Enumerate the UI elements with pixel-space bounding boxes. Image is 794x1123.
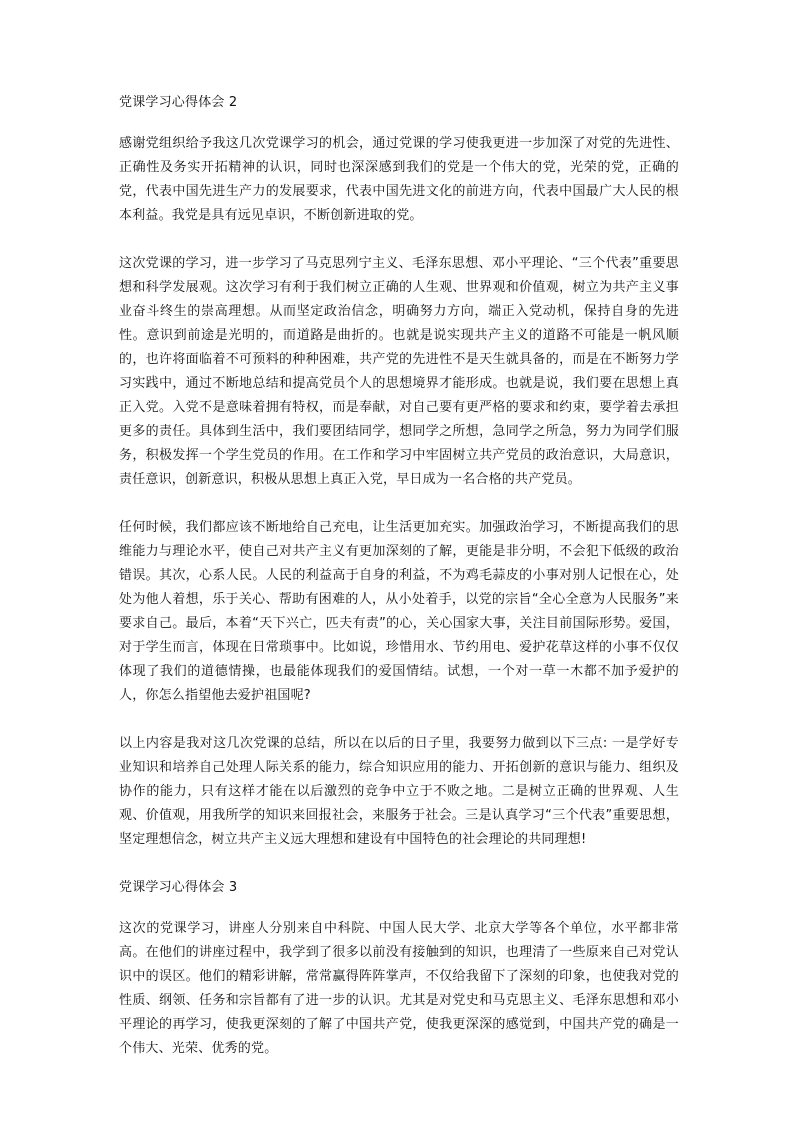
- paragraph: 这次的党课学习，讲座人分别来自中科院、中国人民大学、北京大学等各个单位，水平都非常高。在他们的讲座过程中，我学到了很多以前没有接触到的知识，也理清了一些原来自己对党认识中的误区。他们的精彩讲解，常常赢得阵阵掌声，不仅给我留下了深刻的印象，也使我对党的性质、纲领、任务和宗旨都有了进一步的认识。尤其是对党史和马克思主义、毛泽东思想和邓小平理论的再学习，使我更深刻的了解了中国共产党，使我更深深的感觉到，中国共产党的确是一个伟大、光荣、优秀的党。: [119, 921, 679, 1056]
- paragraph: 这次党课的学习，进一步学习了马克思列宁主义、毛泽东思想、邓小平理论、“三个代表”重要思想和科学发展观。这次学习有利于我们树立正确的人生观、世界观和价值观，树立为共产主义事业奋斗终生的崇高理想。从而坚定政治信念，明确努力方向，端正入党动机，保持自身的先进性。意识到前途是光明的，而道路是曲折的。也就是说实现共产主义的道路不可能是一帆风顺的，也许将面临着不可预料的种种困难，共产党的先进性不是天生就具备的，而是在不断努力学习实践中，通过不断地总结和提高党员个人的思想境界才能形成。也就是说，我们要在思想上真正入党。入党不是意味着拥有特权，而是奉献，对自己要有更严格的要求和约束，要学着去承担更多的责任。具体到生活中，我们要团结同学，想同学之所想，急同学之所急，努力为同学们服务，积极发挥一个学生党员的作用。在工作和学习中牢固树立共产党员的政治意识，大局意识，责任意识，创新意识，积极从思想上真正入党，早日成为一名合格的共产党员。: [119, 256, 679, 487]
- document-page: [119, 91, 679, 1061]
- section-title-2: 党课学习心得体会 2: [119, 95, 238, 110]
- paragraph: 以上内容是我对这几次党课的总结，所以在以后的日子里，我要努力做到以下三点: 一是学好专业知识和培养自己处理人际关系的能力，综合知识应用的能力、开拓创新的意识与能力、组织及协作的能力，只有这样才能在以后激烈的竞争中立于不败之地。二是树立正确的世界观、人生观、价值观，用我所学的知识来回报社会，来服务于社会。三是认真学习“三个代表”重要思想，坚定理想信念，树立共产主义远大理想和建设有中国特色的社会理论的共同理想!: [119, 736, 679, 847]
- section-title-3: 党课学习心得体会 3: [119, 880, 238, 895]
- paragraph: 感谢党组织给予我这几次党课学习的机会，通过党课的学习使我更进一步加深了对党的先进性、正确性及务实开拓精神的认识，同时也深深感到我们的党是一个伟大的党，光荣的党，正确的党，代表中国先进生产力的发展要求，代表中国先进文化的前进方向，代表中国最广大人民的根本利益。我党是具有远见卓识，不断创新进取的党。: [119, 136, 679, 223]
- paragraph: 任何时候，我们都应该不断地给自己充电，让生活更加充实。加强政治学习，不断提高我们的思维能力与理论水平，使自己对共产主义有更加深刻的了解，更能是非分明，不会犯下低级的政治错误。其次，心系人民。人民的利益高于自身的利益，不为鸡毛蒜皮的小事对别人记恨在心，处处为他人着想，乐于关心、帮助有困难的人，从小处着手，以党的宗旨“全心全意为人民服务”来要求自己。最后，本着“天下兴亡，匹夫有责”的心，关心国家大事，关注目前国际形势。爱国，对于学生而言，体现在日常琐事中。比如说，珍惜用水、节约用电、爱护花草这样的小事不仅仅体现了我们的道德情操，也最能体现我们的爱国情结。试想，一个对一草一木都不加予爱护的人，你怎么指望他去爱护祖国呢?: [119, 520, 679, 703]
